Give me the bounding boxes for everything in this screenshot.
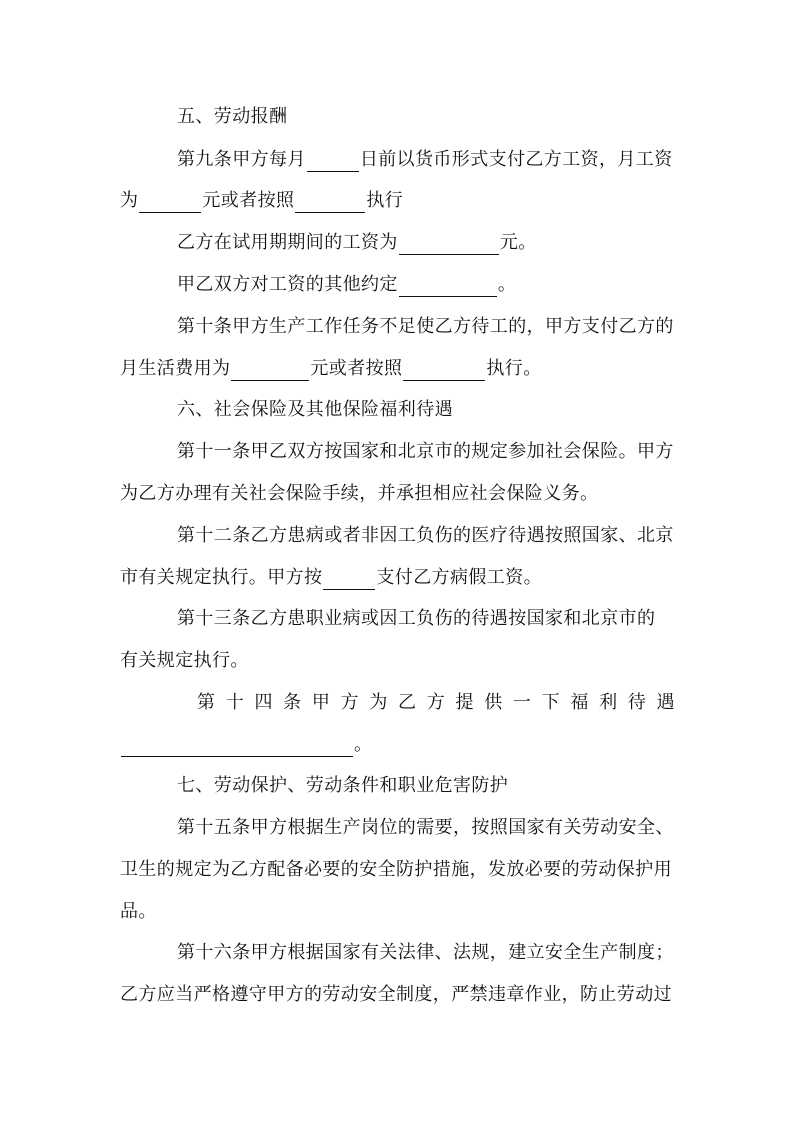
article-14-end-mark: 。 (354, 734, 373, 755)
article-15-line-1: 第十五条甲方根据生产岗位的需要，按照国家有关劳动安全、 (177, 817, 674, 838)
probation-text-a: 乙方在试用期期间的工资为 (177, 232, 398, 253)
article-16-line-2: 乙方应当严格遵守甲方的劳动安全制度，严禁违章作业，防止劳动过 (120, 984, 672, 1005)
wage-standard-blank[interactable] (295, 192, 365, 213)
section-heading-7: 七、劳动保护、劳动条件和职业危害防护 (177, 775, 509, 796)
article-9-line-1 (177, 148, 733, 172)
pay-day-blank[interactable] (307, 151, 359, 172)
article-11-line-1: 第十一条甲乙双方按国家和北京市的规定参加社会保险。甲方 (177, 441, 674, 462)
article-13-line-2: 有关规定执行。 (120, 650, 249, 671)
article-14-char: 条 (283, 692, 302, 713)
article-16-line-1: 第十六条甲方根据国家有关法律、法规，建立安全生产制度； (177, 942, 674, 963)
article-14-char: 第 (197, 692, 216, 713)
article-9-text-b: 日前以货币形式支付乙方工资，月工资 (359, 149, 673, 170)
article-13-line-1: 第十三条乙方患职业病或因工负伤的待遇按国家和北京市的 (177, 608, 656, 629)
article-14-char: 待 (627, 692, 647, 713)
other-wage-text-b: 。 (497, 274, 517, 295)
article-12-text-a: 市有关规定执行。甲方按 (120, 567, 323, 588)
probation-wage-blank[interactable] (399, 234, 499, 255)
sick-pay-standard-blank[interactable] (323, 569, 375, 590)
other-wage-line (177, 273, 733, 297)
article-15-line-3: 品。 (120, 901, 157, 922)
article-10-text-a: 月生活费用为 (120, 358, 231, 379)
other-wage-blank[interactable] (399, 276, 497, 297)
article-14-char: 供 (484, 692, 503, 713)
article-10-text-b: 元或者按照 (310, 358, 403, 379)
article-12-line-2 (120, 566, 676, 590)
article-14-char: 方 (426, 692, 446, 713)
article-14-char: 下 (541, 692, 561, 713)
article-14-line-2 (120, 733, 676, 757)
article-10-text-c: 执行。 (486, 358, 542, 379)
article-9-text-a: 第九条甲方每月 (177, 149, 306, 170)
probation-text-b: 元。 (499, 232, 537, 253)
article-15-line-2: 卫生的规定为乙方配备必要的安全防护措施，发放必要的劳动保护用 (120, 859, 672, 880)
article-14-char: 遇 (656, 692, 675, 713)
article-11-line-2: 为乙方办理有关社会保险手续，并承担相应社会保险义务。 (120, 483, 599, 504)
article-14-char: 乙 (398, 692, 417, 713)
other-wage-text-a: 甲乙双方对工资的其他约定 (177, 274, 398, 295)
article-12-line-1: 第十二条乙方患病或者非因工负伤的医疗待遇按照国家、北京 (177, 525, 674, 546)
article-14-char: 利 (599, 692, 618, 713)
article-10-line-1: 第十条甲方生产工作任务不足使乙方待工的，甲方支付乙方的 (177, 316, 674, 337)
probation-wage-line (177, 231, 733, 255)
welfare-benefits-blank[interactable] (121, 736, 353, 757)
living-expense-blank[interactable] (231, 360, 309, 381)
article-14-char: 为 (369, 692, 388, 713)
article-14-char: 一 (512, 692, 532, 713)
living-expense-standard-blank[interactable] (403, 360, 485, 381)
article-14-char: 福 (570, 692, 589, 713)
monthly-wage-blank[interactable] (139, 192, 201, 213)
article-14-char: 四 (254, 692, 273, 713)
article-14-char: 方 (340, 692, 359, 713)
article-9-text-c: 为 (120, 190, 139, 211)
article-14-char: 提 (455, 692, 474, 713)
article-14-char: 十 (225, 692, 245, 713)
section-heading-5: 五、劳动报酬 (177, 106, 288, 127)
article-9-text-e: 执行 (366, 190, 404, 211)
article-10-line-2 (120, 357, 676, 381)
article-14-char: 甲 (311, 692, 331, 713)
article-12-text-b: 支付乙方病假工资。 (376, 567, 543, 588)
article-9-line-2 (120, 189, 676, 213)
section-heading-6: 六、社会保险及其他保险福利待遇 (177, 399, 453, 420)
article-9-text-d: 元或者按照 (202, 190, 295, 211)
article-14-line-1 (197, 691, 675, 715)
